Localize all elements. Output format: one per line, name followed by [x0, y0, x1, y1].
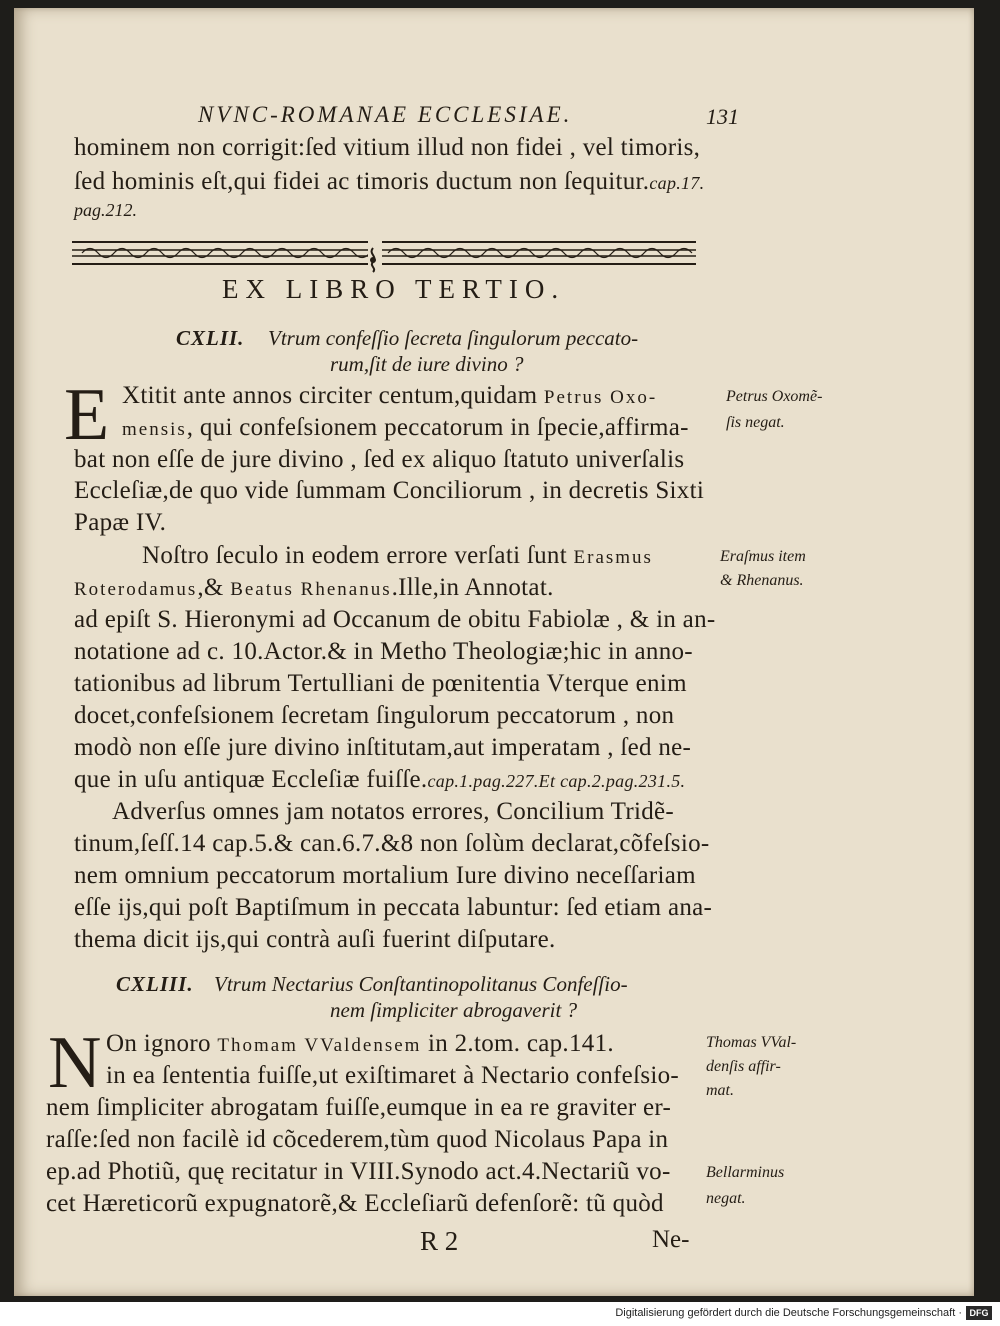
q142-p3-line-1: Adverſus omnes jam notatos errores, Concilium Tridẽ-: [112, 798, 675, 825]
ornament-rule-right: [382, 236, 696, 268]
name-beatus-rhenanus: Beatus Rhenanus: [230, 579, 392, 600]
catchword: Ne-: [652, 1226, 690, 1253]
dfg-logo: DFG: [966, 1306, 992, 1320]
q143-line-1: [106, 1030, 614, 1058]
continuation-ref: cap.17.: [649, 173, 705, 193]
continuation-page-ref: pag.212.: [74, 200, 137, 220]
q142-p2-ref: cap.1.pag.227.Et cap.2.pag.231.5.: [427, 771, 686, 791]
question-143-title-line-2: nem ſimpliciter abrogaverit ?: [330, 998, 578, 1022]
q143-line-1-text: On ignoro: [106, 1030, 211, 1057]
q142-p1-line-2-text: , qui confeſsionem peccatorum in ſpecie,affirma-: [186, 414, 689, 441]
q142-p1-line-5: Papæ IV.: [74, 509, 167, 536]
q142-p2-line-2-conj: ,&: [197, 574, 224, 601]
q142-p1-line-3: bat non eſſe de jure divino , ſed ex aliquo ſtatuto univerſalis: [74, 446, 685, 473]
footer-credit: Digitalisierung gefördert durch die Deutsche Forschungsgemeinschaft ·: [615, 1307, 962, 1319]
q142-p1-line-1: [122, 382, 657, 410]
margin-note-thomas-2: denſis affir-: [706, 1058, 781, 1075]
q142-p2-line-6: docet,confeſsionem ſecretam ſingulorum peccatorum , non: [74, 702, 675, 729]
q142-p2-line-7: modò non eſſe jure divino inſtitutam,aut imperatam , ſed ne-: [74, 734, 692, 761]
name-oxomensis: mensis: [122, 419, 187, 440]
drop-cap-n: N: [48, 1022, 102, 1104]
margin-note-petrus-1: Petrus Oxomẽ-: [726, 388, 823, 405]
q142-p1-line-4: Eccleſiæ,de quo vide ſummam Conciliorum , in decretis Sixti: [74, 477, 705, 504]
question-143-title-line-1: Vtrum Nectarius Conſtantinopolitanus Confeſſio-: [214, 972, 628, 996]
drop-cap-e: E: [64, 374, 110, 456]
q143-line-6: cet Hæreticorũ expugnatorẽ,& Eccleſiarũ defenſorẽ: tũ quòd: [46, 1190, 664, 1217]
q143-line-1-ref: in 2.tom. cap.141.: [428, 1030, 614, 1057]
margin-note-erasmus-1: Eraſmus item: [720, 548, 806, 565]
section-heading: EX LIBRO TERTIO.: [222, 274, 566, 304]
q142-p3-line-3: nem omnium peccatorum mortalium Iure divino neceſſariam: [74, 862, 696, 889]
name-erasmus: Erasmus: [573, 547, 653, 568]
q142-p2-line-2: [74, 574, 554, 602]
q142-p2-line-1-text: Noſtro ſeculo in eodem errore verſati ſunt: [142, 542, 567, 569]
name-roterodamus: Roterodamus: [74, 579, 198, 600]
q142-p3-line-2: tinum,ſeſſ.14 cap.5.& can.6.7.&8 non ſolùm declarat,cõfeſsio-: [74, 830, 710, 857]
question-142-title-line-2: rum,ſit de iure divino ?: [330, 352, 524, 376]
q142-p2-line-5: tationibus ad librum Tertulliani de pœnitentia Vterque enim: [74, 670, 687, 697]
margin-note-bellarminus-1: Bellarminus: [706, 1164, 785, 1181]
name-petrus: Petrus Oxo-: [543, 387, 658, 408]
page-number: 131: [706, 104, 739, 129]
name-thomas-waldensis: Thomam VValdensem: [217, 1035, 422, 1056]
running-title: NVNC-ROMANAE ECCLESIAE.: [198, 102, 573, 127]
q142-p2-line-8-text: que in uſu antiquæ Eccleſiæ fuiſſe.: [74, 766, 428, 793]
q143-line-5: ep.ad Photiũ, quę recitatur in VIII.Synodo act.4.Nectariũ vo-: [46, 1158, 671, 1185]
margin-note-thomas-1: Thomas VVal-: [706, 1034, 797, 1051]
q143-line-2: in ea ſententia fuiſſe,ut exiſtimaret à Nectario confeſsio-: [106, 1062, 680, 1089]
continuation-line-2: [74, 168, 704, 196]
q142-p1-line-2: [122, 414, 689, 442]
q143-line-4: raſſe:ſed non facilè id cõcederem,tùm quod Nicolaus Papa in: [46, 1126, 669, 1153]
question-143-number: CXLIII.: [116, 972, 194, 996]
continuation-line-1: hominem non corrigit:ſed vitium illud non fidei , vel timoris,: [74, 134, 701, 161]
margin-note-petrus-2: ſis negat.: [726, 414, 785, 431]
signature-mark: R 2: [420, 1226, 459, 1256]
q142-p3-line-4: eſſe ijs,qui poſt Baptiſmum in peccata labuntur: ſed etiam ana-: [74, 894, 713, 921]
continuation-line-2-text: ſed hominis eſt,qui fidei ac timoris ductum non ſequitur.: [74, 168, 650, 195]
q142-p3-line-5: thema dicit ijs,qui contrà auſi fuerint diſputare.: [74, 926, 556, 953]
q142-p2-line-4: notatione ad c. 10.Actor.& in Metho Theologiæ;hic in anno-: [74, 638, 693, 665]
q143-line-3: nem ſimpliciter abrogatam fuiſſe,eumque in ea re graviter er-: [46, 1094, 672, 1121]
margin-note-erasmus-2: & Rhenanus.: [720, 572, 804, 589]
ornament-fleuron-icon: [366, 246, 380, 274]
margin-note-thomas-3: mat.: [706, 1082, 734, 1099]
q142-p2-line-3: ad epiſt S. Hieronymi ad Occanum de obitu Fabiolæ , & in an-: [74, 606, 716, 633]
q142-p1-line-1-text: Xtitit ante annos circiter centum,quidam: [122, 382, 538, 409]
question-142-number: CXLII.: [176, 326, 245, 350]
margin-note-bellarminus-2: negat.: [706, 1190, 746, 1207]
q142-p2-line-8: [74, 766, 685, 794]
ornament-rule-left: [72, 236, 368, 268]
q142-p2-line-2-text: .Ille,in Annotat.: [391, 574, 554, 601]
q142-p2-line-1: [142, 542, 653, 570]
question-142-title-line-1: Vtrum confeſſio ſecreta ſingulorum peccato-: [268, 326, 639, 350]
footer-bar: [0, 1302, 1000, 1326]
